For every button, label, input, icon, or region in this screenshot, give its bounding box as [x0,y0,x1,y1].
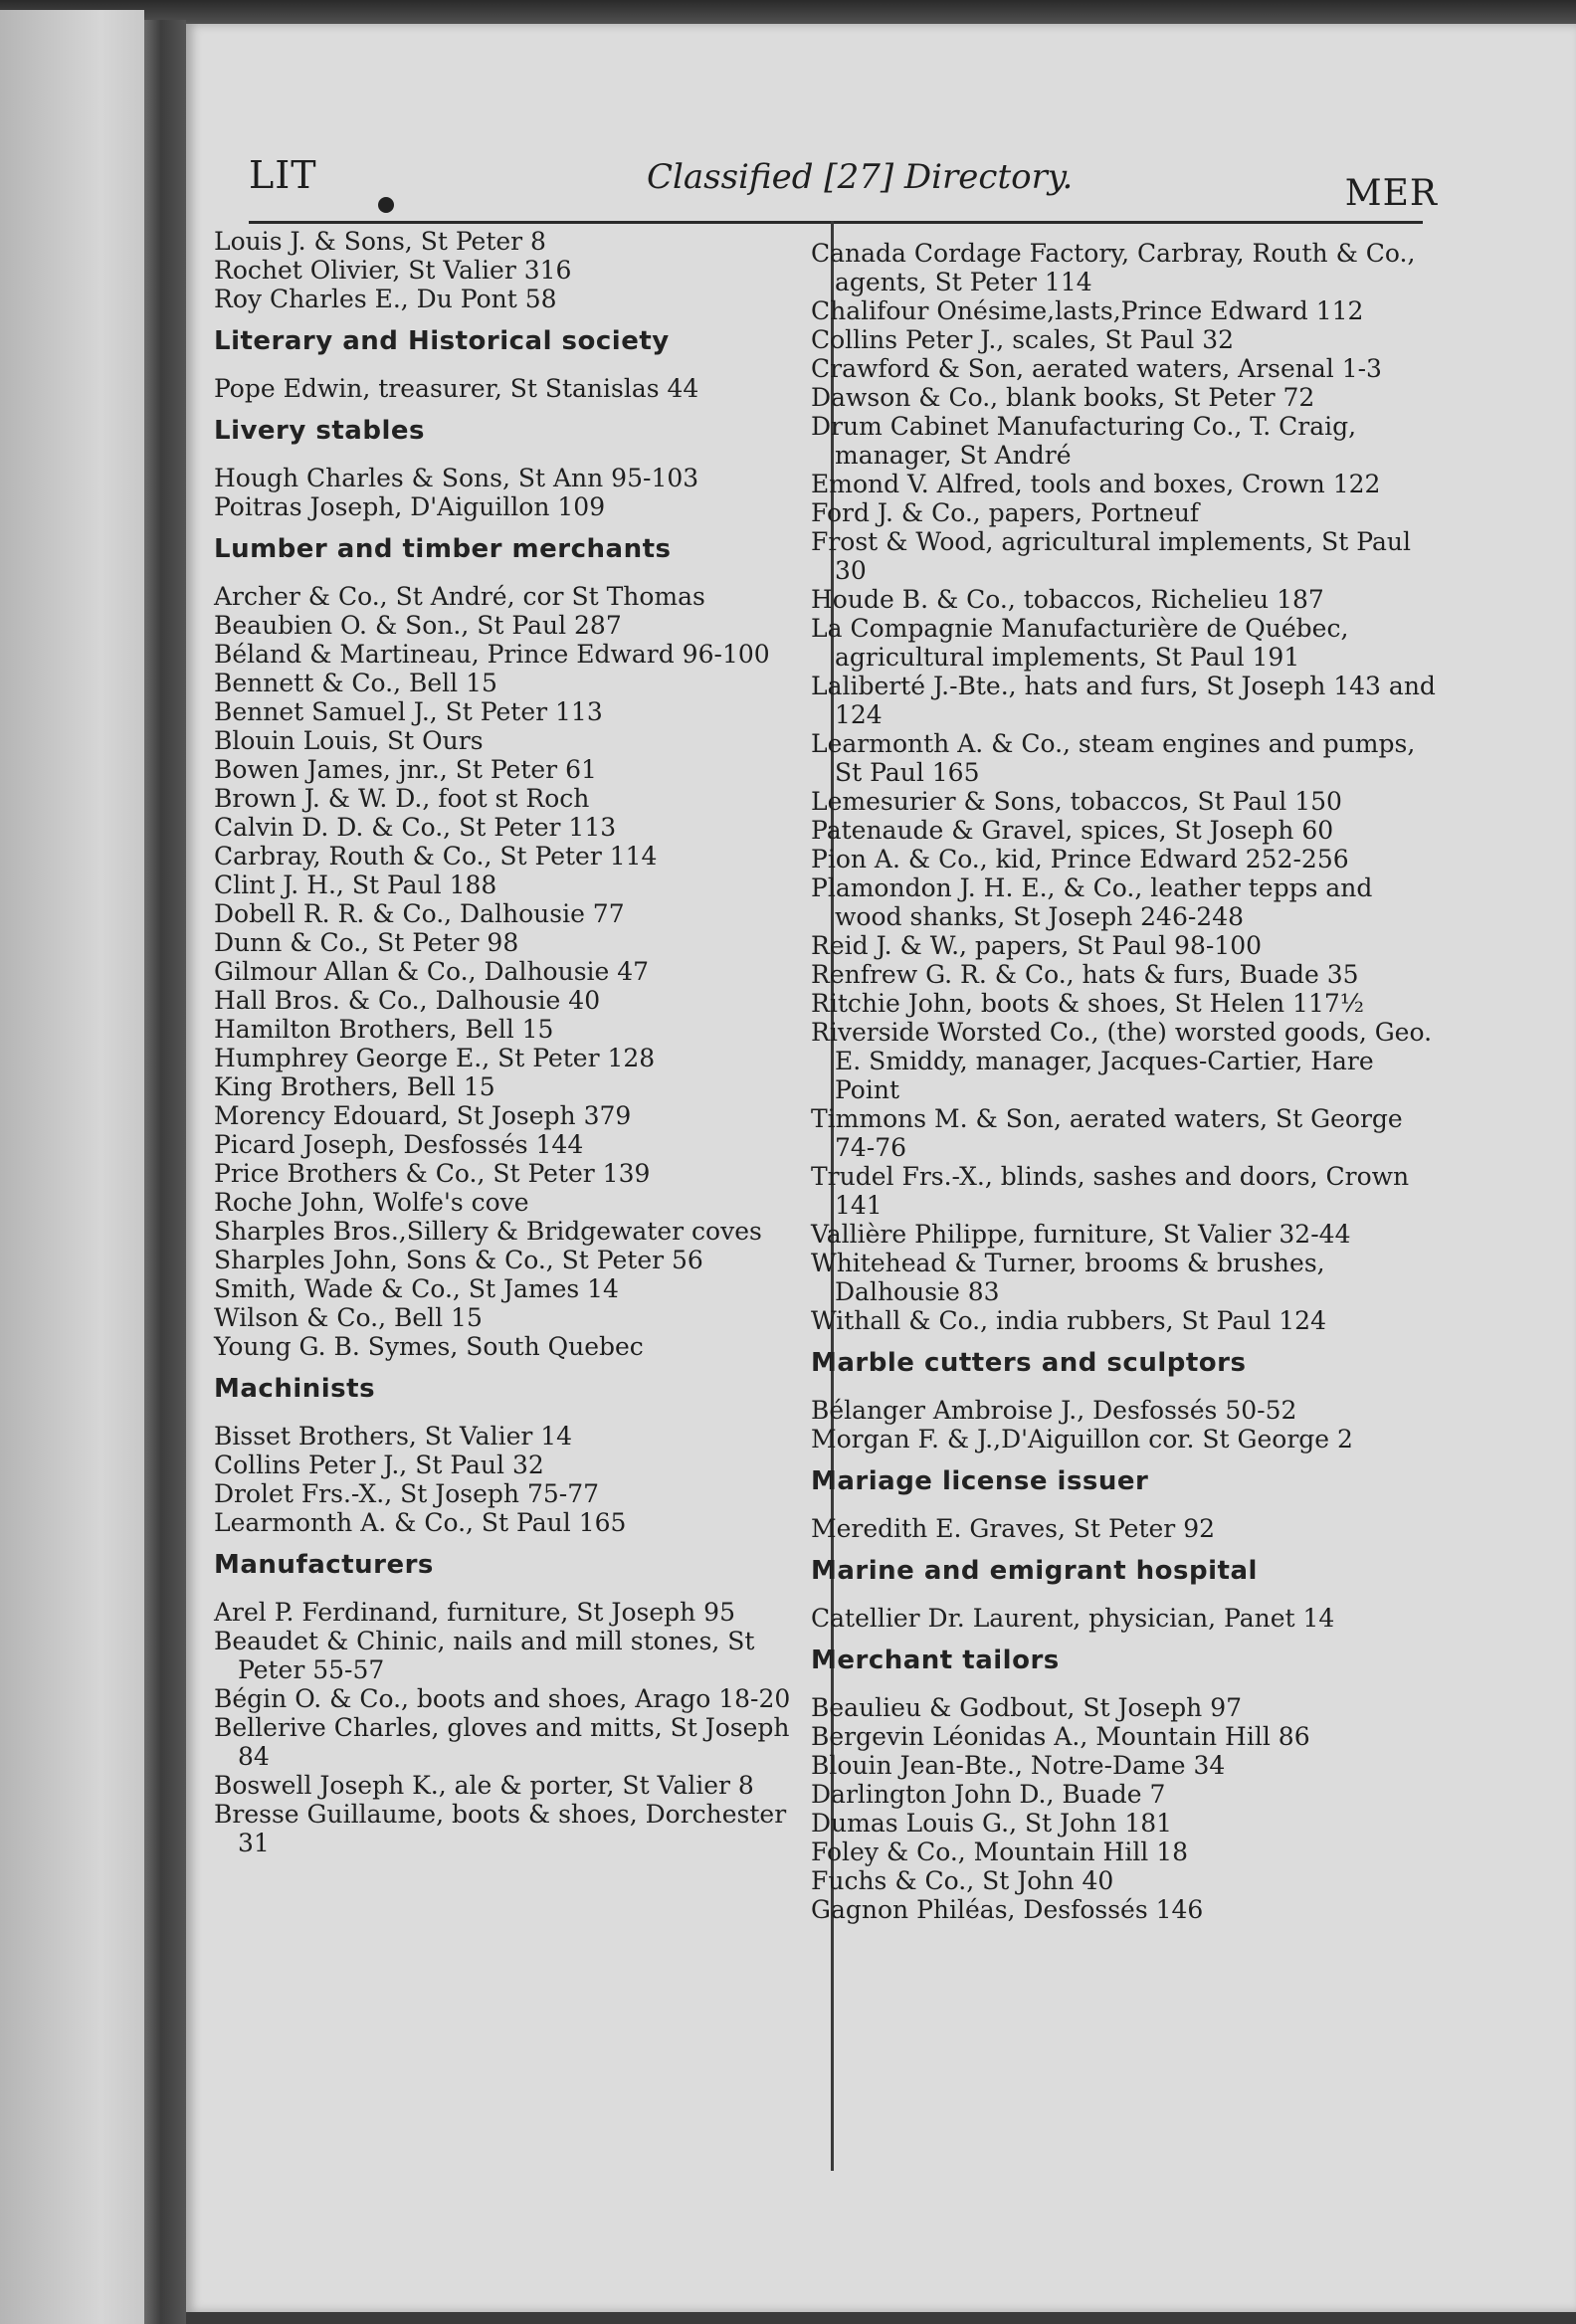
directory-entry: Ritchie John, boots & shoes, St Helen 117½ [811,989,1365,1018]
directory-entry: Morgan F. & J.,D'Aiguillon cor. St George 2 [811,1425,1353,1453]
directory-entry: Hall Bros. & Co., Dalhousie 40 [214,986,601,1015]
directory-entry: Clint J. H., St Paul 188 [214,871,497,899]
facing-page-edge [0,10,144,2324]
directory-entry: Riverside Worsted Co., (the) worsted goods, Geo. E. Smiddy, manager, Jacques-Cartier, Hare Point [811,1018,1433,1104]
directory-entry: Bresse Guillaume, boots & shoes, Dorchester 31 [214,1800,787,1857]
directory-entry: Calvin D. D. & Co., St Peter 113 [214,813,617,842]
directory-entry: Gagnon Philéas, Desfossés 146 [811,1895,1204,1924]
header-left-key: LIT [249,153,317,197]
directory-entry: Dumas Louis G., St John 181 [811,1809,1173,1838]
directory-entry: Archer & Co., St André, cor St Thomas [214,582,705,611]
section-heading: Manufacturers [214,1550,434,1580]
directory-entry: Bowen James, jnr., St Peter 61 [214,755,597,784]
directory-entry: Meredith E. Graves, St Peter 92 [811,1514,1216,1543]
directory-entry: Pion A. & Co., kid, Prince Edward 252-256 [811,845,1349,873]
directory-entry: Foley & Co., Mountain Hill 18 [811,1838,1189,1866]
directory-entry: Plamondon J. H. E., & Co., leather tepps and wood shanks, St Joseph 246-248 [811,873,1373,931]
directory-entry: Beaudet & Chinic, nails and mill stones, St Peter 55-57 [214,1627,755,1684]
right-column [811,239,1438,1924]
page-header [249,147,1438,217]
directory-entry: Withall & Co., india rubbers, St Paul 124 [811,1306,1326,1335]
directory-entry: Houde B. & Co., tobaccos, Richelieu 187 [811,585,1324,614]
directory-entry: Blouin Louis, St Ours [214,726,484,755]
directory-entry: Bisset Brothers, St Valier 14 [214,1422,573,1451]
directory-entry: Renfrew G. R. & Co., hats & furs, Buade 35 [811,960,1359,989]
directory-entry: Rochet Olivier, St Valier 316 [214,256,572,285]
directory-entry: Picard Joseph, Desfossés 144 [214,1130,584,1159]
directory-entry: Dobell R. R. & Co., Dalhousie 77 [214,899,625,928]
directory-entry: Hamilton Brothers, Bell 15 [214,1015,554,1044]
section-heading: Literary and Historical society [214,326,670,356]
directory-entry: Bélanger Ambroise J., Desfossés 50-52 [811,1396,1297,1425]
directory-entry: Drum Cabinet Manufacturing Co., T. Craig, manager, St André [811,412,1357,470]
directory-entry: Bennet Samuel J., St Peter 113 [214,697,603,726]
directory-entry: Brown J. & W. D., foot st Roch [214,784,590,813]
directory-entry: Beaulieu & Godbout, St Joseph 97 [811,1693,1243,1722]
section-heading: Lumber and timber merchants [214,534,672,564]
directory-entry: Timmons M. & Son, aerated waters, St George 74-76 [811,1104,1403,1162]
directory-entry: Carbray, Routh & Co., St Peter 114 [214,842,658,871]
directory-entry: Emond V. Alfred, tools and boxes, Crown 122 [811,470,1381,498]
directory-section [214,327,811,403]
directory-entry: Sharples John, Sons & Co., St Peter 56 [214,1246,703,1274]
directory-section [811,1349,1438,1453]
directory-section [214,1375,811,1537]
directory-entry: Humphrey George E., St Peter 128 [214,1044,656,1072]
directory-section [214,417,811,521]
directory-entry: Sharples Bros.,Sillery & Bridgewater coves [214,1217,762,1246]
directory-entry: Trudel Frs.-X., blinds, sashes and doors, Crown 141 [811,1162,1410,1220]
header-right-key: MER [1344,173,1438,214]
directory-section [811,1467,1438,1543]
directory-entry: Darlington John D., Buade 7 [811,1780,1166,1809]
directory-entry: Learmonth A. & Co., St Paul 165 [214,1508,627,1537]
directory-entry: Crawford & Son, aerated waters, Arsenal 1-3 [811,354,1382,383]
section-heading: Marine and emigrant hospital [811,1556,1258,1586]
book-gutter [144,20,186,2324]
directory-entry: Blouin Jean-Bte., Notre-Dame 34 [811,1751,1226,1780]
directory-entry: Poitras Joseph, D'Aiguillon 109 [214,492,606,521]
section-heading: Marble cutters and sculptors [811,1348,1247,1378]
directory-entry: Béland & Martineau, Prince Edward 96-100 [214,640,770,669]
directory-entry: Reid J. & W., papers, St Paul 98-100 [811,931,1263,960]
directory-entry: Pope Edwin, treasurer, St Stanislas 44 [214,374,699,403]
header-title: Classified [27] Directory. [647,157,1074,197]
directory-entry: Bennett & Co., Bell 15 [214,669,497,697]
directory-entry: Roy Charles E., Du Pont 58 [214,285,557,313]
directory-section [214,1551,811,1857]
directory-entry: Bellerive Charles, gloves and mitts, St Joseph 84 [214,1713,790,1771]
directory-entry: Fuchs & Co., St John 40 [811,1866,1114,1895]
directory-entry: Young G. B. Symes, South Quebec [214,1332,644,1361]
directory-entry: Collins Peter J., scales, St Paul 32 [811,325,1235,354]
directory-entry: Boswell Joseph K., ale & porter, St Valier 8 [214,1771,754,1800]
directory-section [811,1557,1438,1633]
directory-entry: Price Brothers & Co., St Peter 139 [214,1159,651,1188]
top-entries [811,239,1438,1335]
directory-entry: Smith, Wade & Co., St James 14 [214,1274,619,1303]
section-heading: Machinists [214,1374,376,1404]
directory-entry: Vallière Philippe, furniture, St Valier 32-44 [811,1220,1351,1249]
directory-entry: Laliberté J.-Bte., hats and furs, St Joseph 143 and 124 [811,672,1436,729]
directory-entry: Frost & Wood, agricultural implements, St Paul 30 [811,527,1411,585]
section-heading: Mariage license issuer [811,1466,1149,1496]
directory-entry: Wilson & Co., Bell 15 [214,1303,483,1332]
directory-entry: Canada Cordage Factory, Carbray, Routh & Co., agents, St Peter 114 [811,239,1416,296]
directory-section [811,1646,1438,1924]
directory-entry: Collins Peter J., St Paul 32 [214,1451,544,1479]
directory-entry: Chalifour Onésime,lasts,Prince Edward 112 [811,296,1364,325]
header-bullet [378,197,394,213]
directory-entry: Roche John, Wolfe's cove [214,1188,529,1217]
directory-entry: Lemesurier & Sons, tobaccos, St Paul 150 [811,787,1342,816]
directory-entry: Gilmour Allan & Co., Dalhousie 47 [214,957,650,986]
directory-entry: Hough Charles & Sons, St Ann 95-103 [214,464,699,492]
directory-entry: Bégin O. & Co., boots and shoes, Arago 18-20 [214,1684,791,1713]
directory-entry: Dawson & Co., blank books, St Peter 72 [811,383,1315,412]
directory-entry: Patenaude & Gravel, spices, St Joseph 60 [811,816,1334,845]
directory-entry: Bergevin Léonidas A., Mountain Hill 86 [811,1722,1310,1751]
directory-entry: Morency Edouard, St Joseph 379 [214,1101,632,1130]
top-entries [214,227,811,313]
directory-section [214,535,811,1361]
directory-entry: Louis J. & Sons, St Peter 8 [214,227,546,256]
header-rule [249,221,1423,224]
directory-entry: Catellier Dr. Laurent, physician, Panet 14 [811,1604,1335,1633]
directory-entry: Ford J. & Co., papers, Portneuf [811,498,1200,527]
directory-entry: Arel P. Ferdinand, furniture, St Joseph 95 [214,1598,735,1627]
directory-entry: La Compagnie Manufacturière de Québec, agricultural implements, St Paul 191 [811,614,1349,672]
directory-entry: Learmonth A. & Co., steam engines and pumps, St Paul 165 [811,729,1416,787]
left-column [214,227,811,1857]
section-heading: Livery stables [214,416,425,446]
directory-entry: King Brothers, Bell 15 [214,1072,495,1101]
directory-entry: Drolet Frs.-X., St Joseph 75-77 [214,1479,600,1508]
directory-entry: Beaubien O. & Son., St Paul 287 [214,611,622,640]
directory-entry: Whitehead & Turner, brooms & brushes, Dalhousie 83 [811,1249,1325,1306]
directory-entry: Dunn & Co., St Peter 98 [214,928,519,957]
section-heading: Merchant tailors [811,1646,1060,1675]
